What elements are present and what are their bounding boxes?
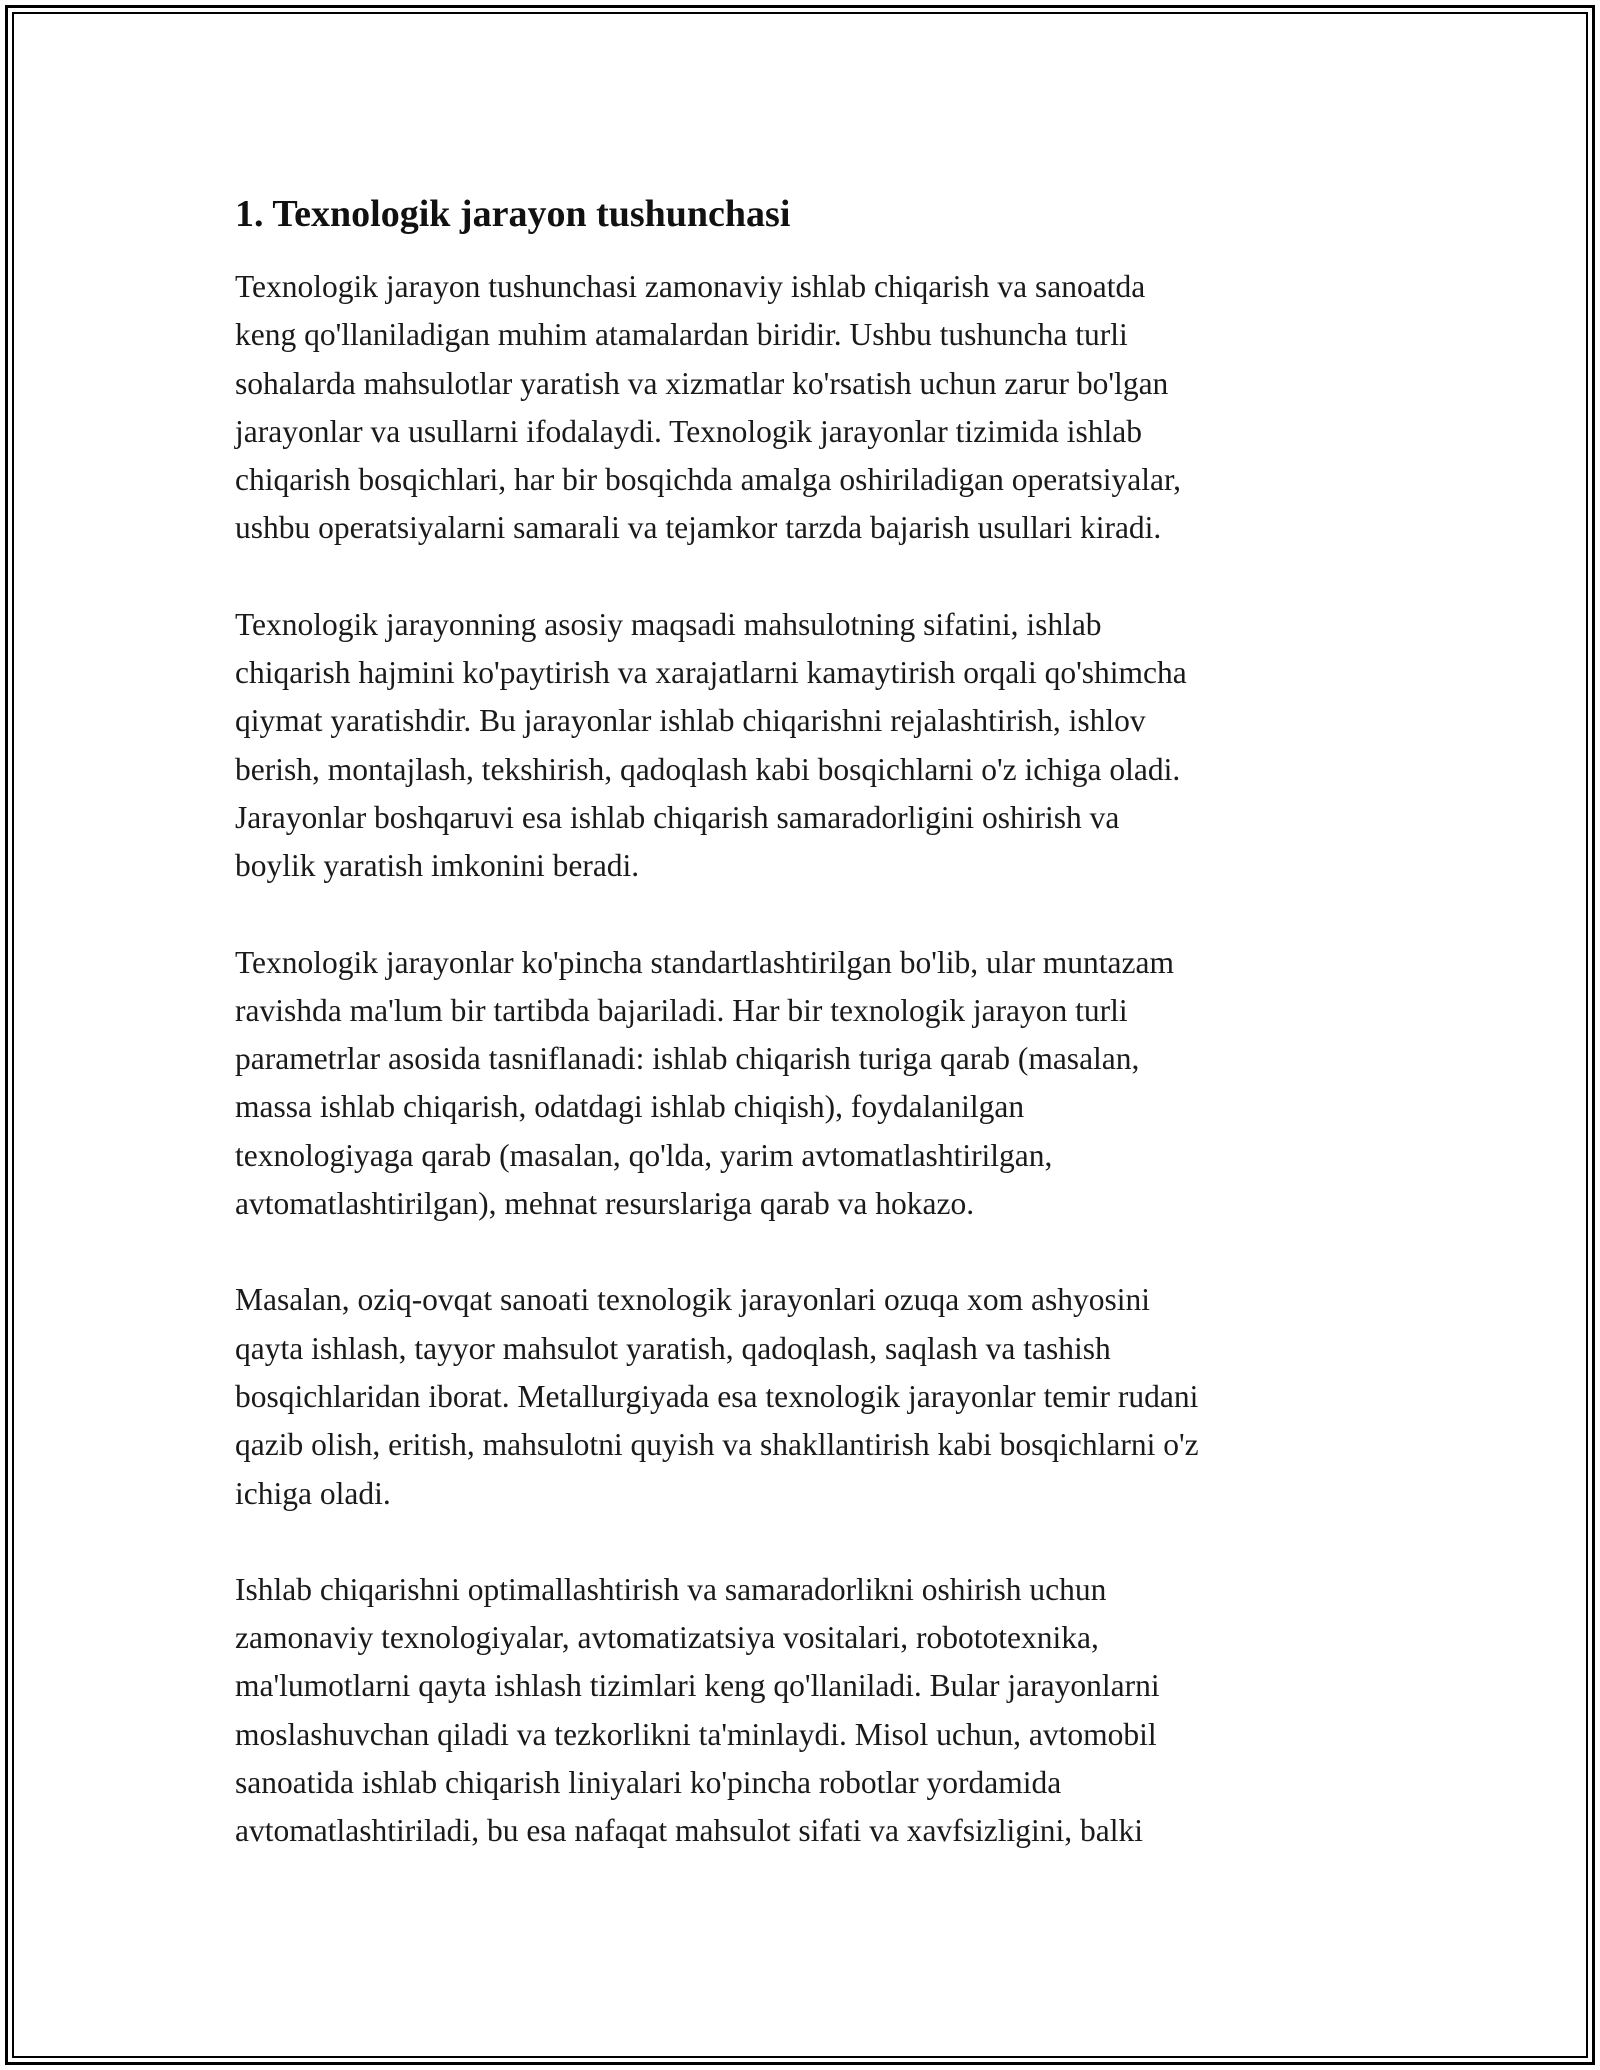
text-line: Texnologik jarayonning asosiy maqsadi mahsulotning sifatini, ishlab: [235, 606, 1102, 642]
text-line: Ishlab chiqarishni optimallashtirish va samaradorlikni oshirish uchun: [235, 1571, 1107, 1607]
text-line: jarayonlar va usullarni ifodalaydi. Texnologik jarayonlar tizimida ishlab: [235, 413, 1142, 449]
text-line: Texnologik jarayonlar ko'pincha standartlashtirilgan bo'lib, ular muntazam: [235, 944, 1175, 980]
paragraph-5: [235, 1566, 1385, 1856]
text-line: ravishda ma'lum bir tartibda bajariladi. Har bir texnologik jarayon turli: [235, 992, 1128, 1028]
text-line: sohalarda mahsulotlar yaratish va xizmatlar ko'rsatish uchun zarur bo'lgan: [235, 365, 1169, 401]
text-line: keng qo'llaniladigan muhim atamalardan biridir. Ushbu tushuncha turli: [235, 317, 1128, 353]
paragraph-3: [235, 939, 1385, 1229]
text-line: ichiga oladi.: [235, 1475, 391, 1511]
text-line: avtomatlashtiriladi, bu esa nafaqat mahsulot sifati va xavfsizligini, balki: [235, 1813, 1144, 1849]
section-heading: 1. Texnologik jarayon tushunchasi: [235, 193, 791, 235]
text-line: qazib olish, eritish, mahsulotni quyish va shakllantirish kabi bosqichlarni o'z: [235, 1427, 1199, 1463]
text-line: bosqichlaridan iborat. Metallurgiyada esa texnologik jarayonlar temir rudani: [235, 1378, 1199, 1414]
document-body: [235, 188, 1385, 1856]
text-line: avtomatlashtirilgan), mehnat resurslariga qarab va hokazo.: [235, 1186, 975, 1222]
text-line: chiqarish bosqichlari, har bir bosqichda amalga oshiriladigan operatsiyalar,: [235, 462, 1182, 498]
paragraph-2: [235, 601, 1385, 891]
text-line: ma'lumotlarni qayta ishlash tizimlari keng qo'llaniladi. Bular jarayonlarni: [235, 1668, 1160, 1704]
text-line: qiymat yaratishdir. Bu jarayonlar ishlab chiqarishni rejalashtirish, ishlov: [235, 703, 1146, 739]
text-line: moslashuvchan qiladi va tezkorlikni ta'minlaydi. Misol uchun, avtomobil: [235, 1716, 1157, 1752]
text-line: qayta ishlash, tayyor mahsulot yaratish, qadoqlash, saqlash va tashish: [235, 1330, 1111, 1366]
text-line: Jarayonlar boshqaruvi esa ishlab chiqarish samaradorligini oshirish va: [235, 799, 1120, 835]
text-line: berish, montajlash, tekshirish, qadoqlash kabi bosqichlarni o'z ichiga oladi.: [235, 751, 1181, 787]
text-line: chiqarish hajmini ko'paytirish va xarajatlarni kamaytirish orqali qo'shimcha: [235, 655, 1187, 691]
text-line: Texnologik jarayon tushunchasi zamonaviy ishlab chiqarish va sanoatda: [235, 269, 1146, 304]
paragraph-1: [235, 263, 1385, 553]
text-line: sanoatida ishlab chiqarish liniyalari ko'pincha robotlar yordamida: [235, 1765, 1062, 1801]
text-line: parametrlar asosida tasniflanadi: ishlab chiqarish turiga qarab (masalan,: [235, 1041, 1140, 1077]
text-line: texnologiyaga qarab (masalan, qo'lda, yarim avtomatlashtirilgan,: [235, 1137, 1053, 1173]
text-line: zamonaviy texnologiyalar, avtomatizatsiya vositalari, robototexnika,: [235, 1620, 1099, 1656]
text-line: Masalan, oziq-ovqat sanoati texnologik jarayonlari ozuqa xom ashyosini: [235, 1282, 1151, 1318]
paragraph-4: [235, 1276, 1385, 1517]
text-line: ushbu operatsiyalarni samarali va tejamkor tarzda bajarish usullari kiradi.: [235, 510, 1162, 546]
text-line: boylik yaratish imkonini beradi.: [235, 848, 640, 884]
text-line: massa ishlab chiqarish, odatdagi ishlab chiqish), foydalanilgan: [235, 1089, 1025, 1125]
